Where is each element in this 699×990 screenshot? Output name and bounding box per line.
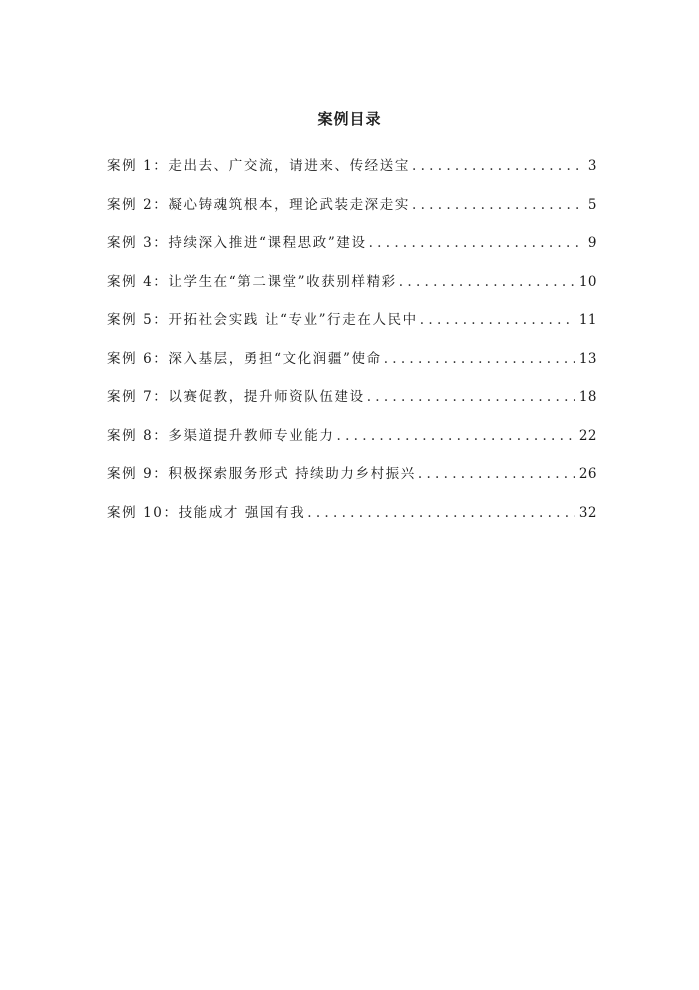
toc-entry[interactable] [107,193,597,232]
toc-entry[interactable] [107,462,597,501]
toc-leader-dots [384,351,575,367]
toc-entry[interactable] [107,501,597,540]
toc-entry[interactable] [107,424,597,463]
toc-leader-dots [307,505,575,521]
toc-leader-dots [420,312,575,328]
toc-entry-label: 案例 1：走出去、广交流，请进来、传经送宝 [107,158,410,174]
toc-entry-label: 案例 9：积极探索服务形式 持续助力乡村振兴 [107,466,416,482]
toc-leader-dots [418,466,575,482]
toc-entry[interactable] [107,231,597,270]
toc-entry-label: 案例 10：技能成才 强国有我 [107,504,306,521]
toc-entry-label: 案例 6：深入基层，勇担“文化润疆”使命 [107,350,382,367]
toc-entry-label: 案例 8：多渠道提升教师专业能力 [107,427,335,444]
toc-entry-page: 32 [578,504,597,521]
toc-entry-page: 26 [578,466,597,482]
toc-leader-dots [369,235,584,251]
toc-title: 案例目录 [317,110,382,128]
toc-leader-dots [336,428,574,444]
toc-entry[interactable] [107,154,597,193]
toc-entry-page: 11 [578,312,597,328]
toc-entry-page: 9 [587,235,597,251]
toc-leader-dots [367,389,575,405]
toc-entry[interactable] [107,270,597,309]
toc-list [107,154,597,539]
toc-entry-page: 13 [578,350,597,367]
toc-leader-dots [412,158,584,174]
toc-entry-page: 10 [578,273,597,290]
toc-entry-label: 案例 5：开拓社会实践 让“专业”行走在人民中 [107,312,418,328]
toc-entry-page: 22 [578,427,597,444]
toc-entry-page: 18 [578,389,597,405]
toc-entry-page: 5 [587,196,597,213]
toc-entry-page: 3 [587,158,597,174]
toc-leader-dots [399,274,575,290]
toc-entry-label: 案例 7：以赛促教，提升师资队伍建设 [107,389,365,405]
toc-entry-label: 案例 2：凝心铸魂筑根本，理论武装走深走实 [107,196,410,213]
toc-leader-dots [412,197,584,213]
toc-entry-label: 案例 4：让学生在“第二课堂”收获别样精彩 [107,273,397,290]
toc-entry[interactable] [107,308,597,347]
toc-entry-label: 案例 3：持续深入推进“课程思政”建设 [107,235,367,251]
toc-entry[interactable] [107,385,597,424]
toc-entry[interactable] [107,347,597,386]
